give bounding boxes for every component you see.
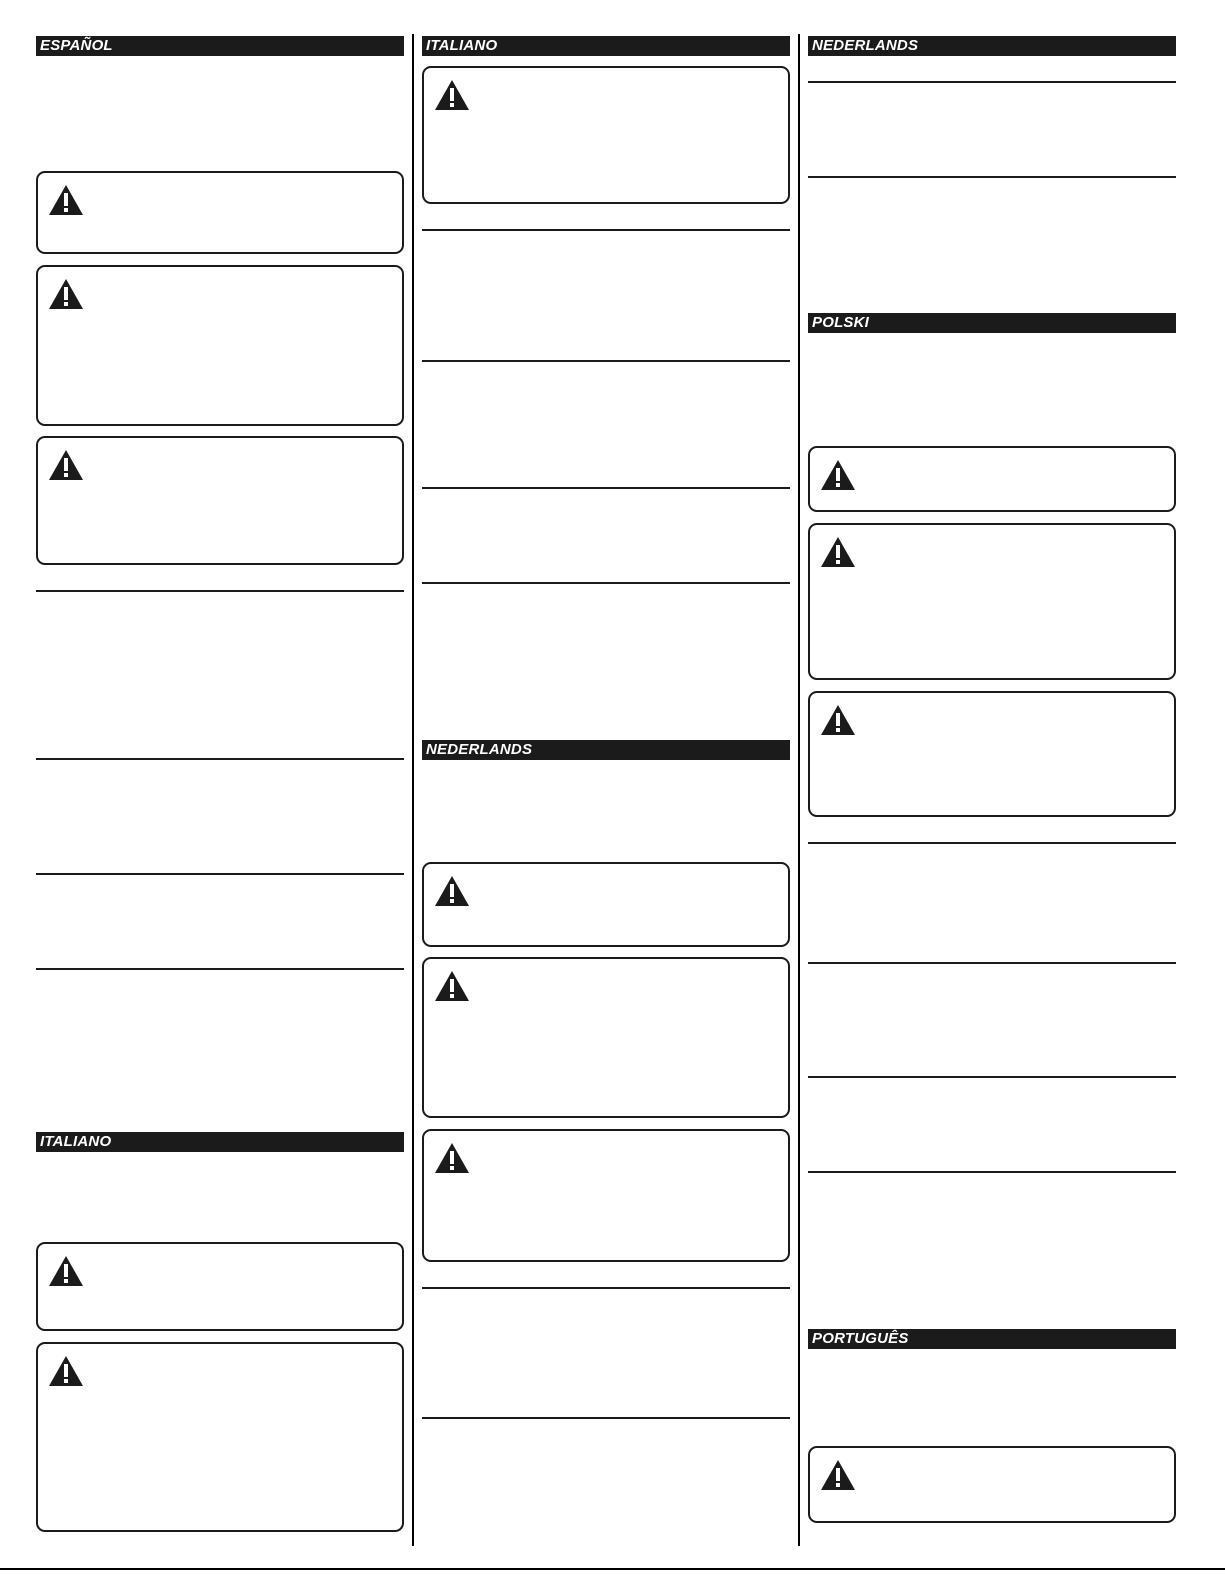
column-left [36,0,404,1560]
section-rule [808,1076,1176,1078]
warning-box [36,265,404,426]
warning-triangle-icon [48,449,84,481]
warning-box [422,957,790,1118]
warning-triangle-icon [820,704,856,736]
warning-triangle-icon [820,536,856,568]
section-header-italiano: ITALIANO [422,36,790,56]
warning-box [808,446,1176,512]
warning-box [36,171,404,254]
warning-triangle-icon [48,184,84,216]
section-rule [422,582,790,584]
section-header-nederlands: NEDERLANDS [808,36,1176,56]
section-rule [422,360,790,362]
page-bottom-rule [0,1568,1225,1570]
warning-triangle-icon [48,1355,84,1387]
section-rule [422,229,790,231]
section-rule [808,176,1176,178]
warning-triangle-icon [434,970,470,1002]
warning-box [36,1342,404,1532]
warning-triangle-icon [48,278,84,310]
warning-box [36,436,404,565]
section-rule [422,1417,790,1419]
warning-triangle-icon [820,459,856,491]
warning-box [36,1242,404,1331]
section-rule [808,81,1176,83]
section-rule [36,590,404,592]
warning-box [422,66,790,204]
section-header-portugues: PORTUGUÊS [808,1329,1176,1349]
section-rule [808,1171,1176,1173]
warning-triangle-icon [434,875,470,907]
column-right [808,0,1176,1560]
warning-box [808,1446,1176,1523]
section-rule [422,487,790,489]
section-rule [422,1287,790,1289]
column-middle [422,0,790,1560]
section-rule [808,842,1176,844]
section-header-nederlands: NEDERLANDS [422,740,790,760]
section-header-italiano: ITALIANO [36,1132,404,1152]
warning-box [808,691,1176,817]
warning-box [422,1129,790,1262]
warning-triangle-icon [434,1142,470,1174]
column-divider-left [412,34,414,1546]
section-rule [36,873,404,875]
warning-triangle-icon [48,1255,84,1287]
warning-triangle-icon [434,79,470,111]
warning-box [808,523,1176,680]
section-rule [36,758,404,760]
column-divider-right [798,34,800,1546]
warning-triangle-icon [820,1459,856,1491]
section-rule [36,968,404,970]
section-header-espanol: ESPAÑOL [36,36,404,56]
warning-box [422,862,790,947]
section-header-polski: POLSKI [808,313,1176,333]
section-rule [808,962,1176,964]
